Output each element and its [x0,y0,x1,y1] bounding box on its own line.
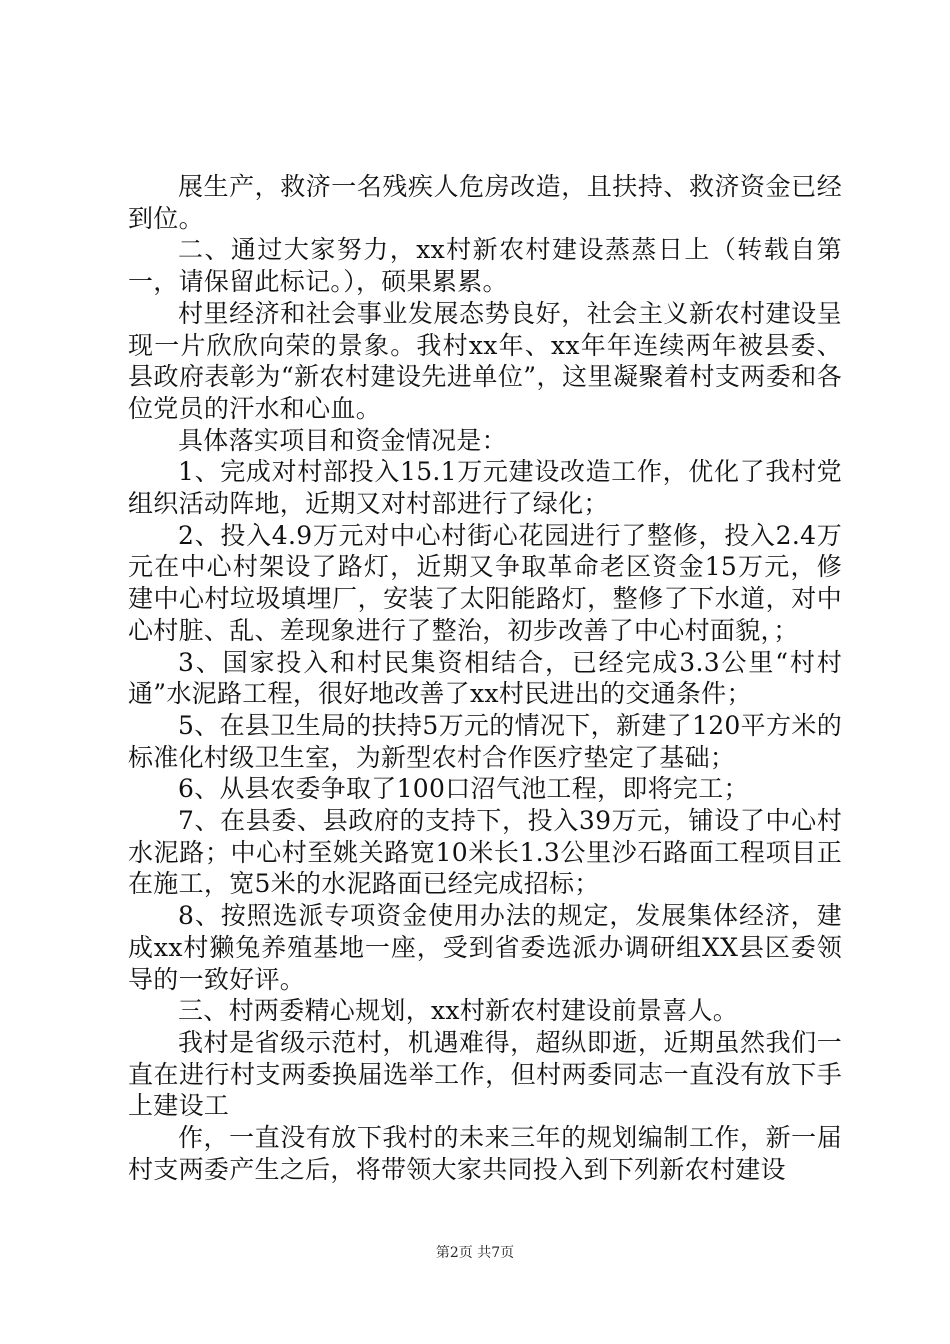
paragraph: 2、投入4.9万元对中心村街心花园进行了整修，投入2.4万元在中心村架设了路灯，近期又争取革命老区资金15万元，修建中心村垃圾填埋厂，安装了太阳能路灯，整修了下水道，对中心村脏、乱、差现象进行了整治，初步改善了中心村面貌，； [128,520,842,645]
paragraph: 三、村两委精心规划，xx村新农村建设前景喜人。 [178,996,739,1026]
paragraph: 8、按照选派专项资金使用办法的规定，发展集体经济，建成xx村獭兔养殖基地一座，受到省委选派办调研组XX县区委领导的一致好评。 [128,901,842,994]
paragraph: 7、在县委、县政府的支持下，投入39万元，铺设了中心村水泥路；中心村至姚关路宽10米长1.3公里沙石路面工程项目正在施工，宽5米的水泥路面已经完成招标； [128,806,842,899]
paragraph: 村里经济和社会事业发展态势良好，社会主义新农村建设呈现一片欣欣向荣的景象。我村xx年、xx年年连续两年被县委、县政府表彰为“新农村建设先进单位”，这里凝聚着村支两委和各位党员的汗水和心血。 [128,298,842,423]
paragraph: 5、在县卫生局的扶持5万元的情况下，新建了120平方米的标准化村级卫生室，为新型农村合作医疗垫定了基础； [128,710,842,772]
paragraph: 我村是省级示范村，机遇难得，超纵即逝，近期虽然我们一直在进行村支两委换届选举工作，但村两委同志一直没有放下手上建设工 [128,1027,842,1121]
page-number-footer: 第2页 共7页 [435,1245,515,1261]
paragraph: 6、从县农委争取了100口沼气池工程，即将完工； [178,774,749,804]
paragraph: 具体落实项目和资金情况是： [178,425,507,455]
paragraph: 作，一直没有放下我村的未来三年的规划编制工作，新一届村支两委产生之后，将带领大家共同投入到下列新农村建设 [128,1123,842,1184]
paragraph: 1、完成对村部投入15.1万元建设改造工作，优化了我村党组织活动阵地，近期又对村部进行了绿化； [128,457,842,519]
document-body [128,171,842,1186]
paragraph: 二、通过大家努力，xx村新农村建设蒸蒸日上（转载自第一，请保留此标记。），硕果累累。 [128,235,842,297]
paragraph: 展生产，救济一名残疾人危房改造，且扶持、救济资金已经到位。 [128,172,842,233]
paragraph: 3、国家投入和村民集资相结合，已经完成3.3公里“村村通”水泥路工程，很好地改善了xx村民进出的交通条件； [128,647,842,709]
